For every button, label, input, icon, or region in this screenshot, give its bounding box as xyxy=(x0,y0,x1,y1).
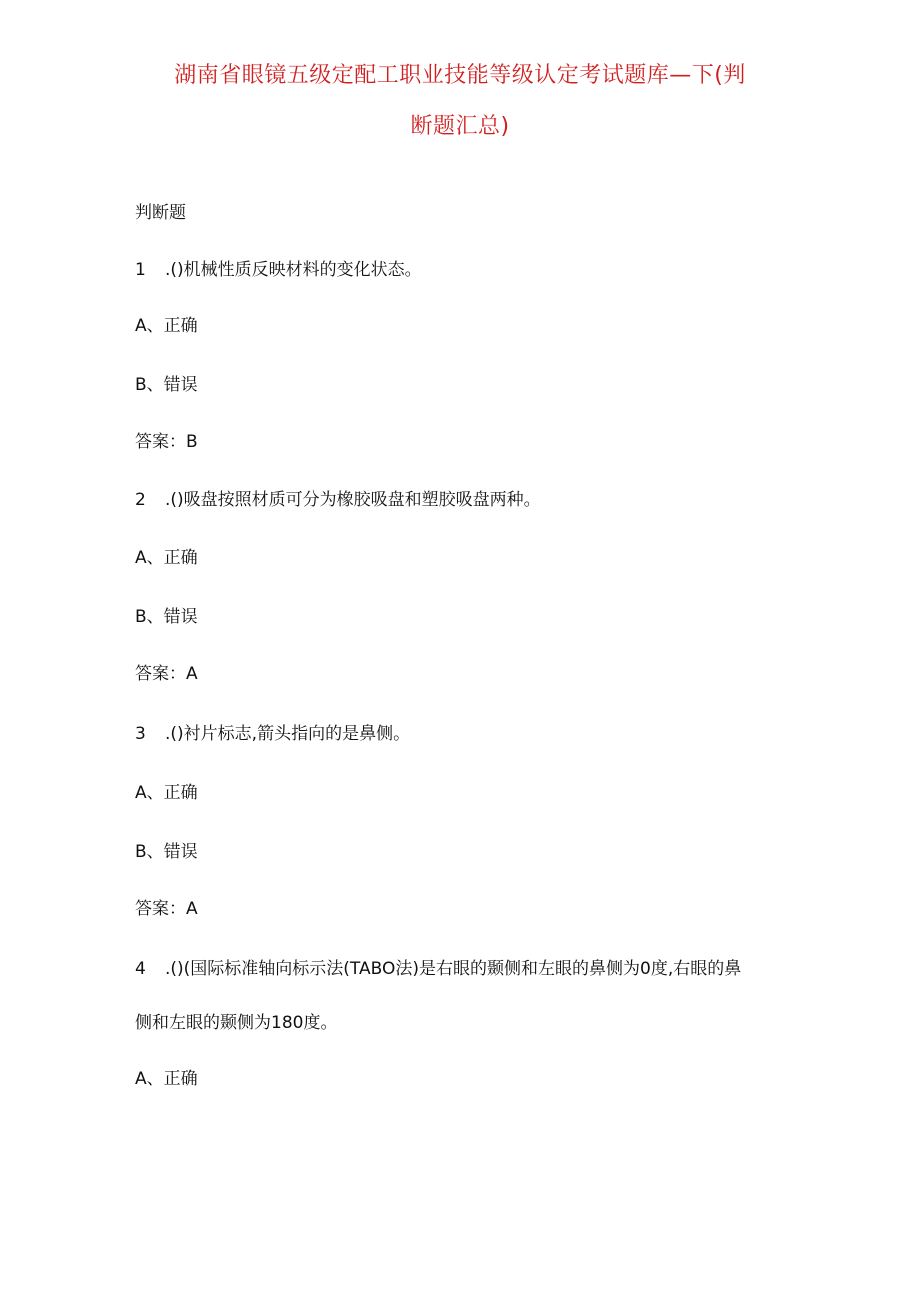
question-4 xyxy=(135,958,741,980)
question-2-option-a: A、正确 xyxy=(135,548,198,568)
question-4-text-line-1: .()(国际标准轴向标示法(TABO法)是右眼的颞侧和左眼的鼻侧为0度,右眼的鼻 xyxy=(165,959,742,979)
question-4-number: 4 xyxy=(135,959,146,979)
question-2 xyxy=(135,489,541,511)
question-1-number: 1 xyxy=(135,260,146,280)
question-1-answer: 答案：B xyxy=(135,432,198,452)
question-3-text: .()衬片标志,箭头指向的是鼻侧。 xyxy=(165,724,411,744)
question-4-text-line-2: 侧和左眼的颞侧为180度。 xyxy=(135,1013,338,1033)
question-1-option-b: B、错误 xyxy=(135,375,198,395)
question-4-option-a: A、正确 xyxy=(135,1069,198,1089)
document-title-line-2: 断题汇总) xyxy=(410,114,510,139)
question-3-number: 3 xyxy=(135,724,146,744)
question-2-text: .()吸盘按照材质可分为橡胶吸盘和塑胶吸盘两种。 xyxy=(165,490,541,510)
document-title-line-1: 湖南省眼镜五级定配工职业技能等级认定考试题库—下(判 xyxy=(174,63,746,88)
question-2-option-b: B、错误 xyxy=(135,607,198,627)
question-1-option-a: A、正确 xyxy=(135,316,198,336)
question-2-answer: 答案：A xyxy=(135,664,198,684)
question-1-text: .()机械性质反映材料的变化状态。 xyxy=(165,260,422,280)
question-2-number: 2 xyxy=(135,490,146,510)
section-heading: 判断题 xyxy=(135,203,186,223)
question-3-option-a: A、正确 xyxy=(135,783,198,803)
question-3-answer: 答案：A xyxy=(135,899,198,919)
question-3 xyxy=(135,723,410,745)
question-1 xyxy=(135,259,422,281)
question-3-option-b: B、错误 xyxy=(135,842,198,862)
